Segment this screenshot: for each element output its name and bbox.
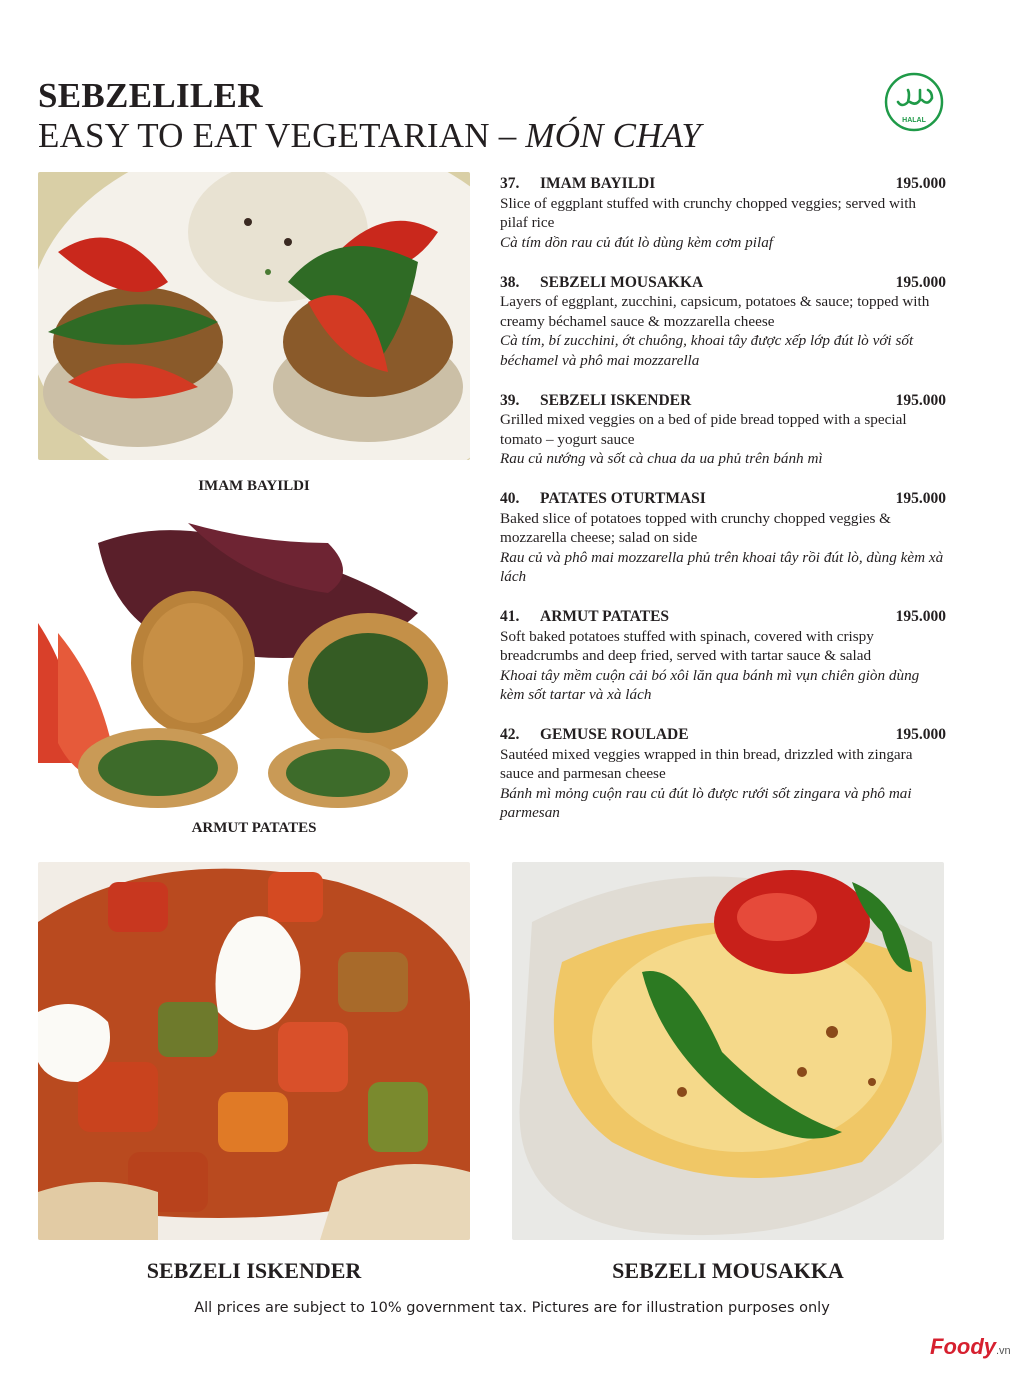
halal-logo bbox=[884, 72, 944, 132]
menu-item-description-en: Sautéed mixed veggies wrapped in thin bread, drizzled with zingara sauce and parmesan cheese bbox=[500, 745, 913, 782]
menu-item-description-en: Layers of eggplant, zucchini, capsicum, potatoes & sauce; topped with creamy béchamel sauce & mozzarella cheese bbox=[500, 293, 930, 330]
sebzeli-mousakka-photo bbox=[512, 862, 944, 1240]
menu-item-header bbox=[500, 273, 946, 293]
menu-item-name: SEBZELI MOUSAKKA bbox=[540, 273, 704, 291]
menu-item-price: 195.000 bbox=[895, 490, 946, 507]
menu-item bbox=[500, 273, 946, 371]
imam-bayildi-caption: IMAM BAYILDI bbox=[198, 478, 310, 494]
menu-item-header bbox=[500, 391, 946, 411]
menu-item-description-en: Baked slice of potatoes topped with crunchy chopped veggies & mozzarella cheese; salad on side bbox=[500, 509, 891, 546]
menu-item-title bbox=[500, 391, 691, 411]
menu-list bbox=[500, 174, 946, 843]
halal-label: HALAL bbox=[902, 117, 926, 124]
menu-item-header bbox=[500, 489, 946, 509]
menu-item-number: 40. bbox=[500, 490, 520, 507]
page-title: SEBZELILER bbox=[38, 76, 263, 115]
foody-brand: Foody bbox=[930, 1334, 996, 1359]
menu-item bbox=[500, 607, 946, 705]
menu-item-number: 38. bbox=[500, 273, 520, 291]
menu-item-title bbox=[500, 273, 703, 293]
menu-item-number: 42. bbox=[500, 726, 520, 743]
armut-patates-photo bbox=[38, 523, 470, 811]
menu-item-description-vi: Rau củ nướng và sốt cà chua da ua phủ trên bánh mì bbox=[500, 450, 823, 467]
menu-item bbox=[500, 725, 946, 823]
menu-item-description-vi: Bánh mì mỏng cuộn rau củ đút lò được rưới sốt zingara và phô mai parmesan bbox=[500, 784, 912, 821]
menu-item-name: PATATES OTURTMASI bbox=[540, 490, 706, 507]
menu-item-title bbox=[500, 725, 689, 745]
menu-item-price: 195.000 bbox=[895, 175, 946, 192]
menu-item-header bbox=[500, 725, 946, 745]
menu-item-description-vi: Cà tím, bí zucchini, ớt chuông, khoai tây được xếp lớp đút lò với sốt béchamel và phô mai mozzarella bbox=[500, 332, 914, 369]
menu-item bbox=[500, 174, 946, 252]
menu-item-description-en: Grilled mixed veggies on a bed of pide bread topped with a special tomato – yogurt sauce bbox=[500, 411, 907, 448]
sebzeli-iskender-caption: SEBZELI ISKENDER bbox=[146, 1258, 362, 1283]
menu-item-price: 195.000 bbox=[895, 726, 946, 743]
imam-bayildi-photo bbox=[38, 172, 470, 460]
menu-item-number: 39. bbox=[500, 391, 520, 409]
menu-item-title bbox=[500, 174, 655, 194]
menu-item-description-vi: Cà tím dồn rau củ đút lò dùng kèm cơm pilaf bbox=[500, 233, 774, 251]
menu-item bbox=[500, 391, 946, 469]
menu-item-description-en: Soft baked potatoes stuffed with spinach, covered with crispy breadcrumbs and deep fried, served with tartar sauce & salad bbox=[500, 627, 874, 664]
menu-item-number: 41. bbox=[500, 608, 520, 625]
armut-patates-caption: ARMUT PATATES bbox=[191, 820, 317, 836]
menu-item-name: IMAM BAYILDI bbox=[540, 175, 656, 192]
menu-item-header bbox=[500, 174, 946, 194]
menu-item bbox=[500, 489, 946, 587]
menu-item-description-vi: Khoai tây mềm cuộn cải bó xôi lăn qua bánh mì vụn chiên giòn dùng kèm sốt tartar và xà lách bbox=[500, 666, 920, 703]
subtitle-vietnamese: MÓN CHAY bbox=[525, 116, 702, 155]
menu-item-name: GEMUSE ROULADE bbox=[540, 726, 689, 743]
menu-item-price: 195.000 bbox=[895, 391, 946, 409]
menu-item-name: SEBZELI ISKENDER bbox=[540, 391, 692, 409]
menu-item-price: 195.000 bbox=[895, 273, 946, 291]
menu-item-title bbox=[500, 607, 669, 627]
menu-item-price: 195.000 bbox=[895, 608, 946, 625]
sebzeli-iskender-photo bbox=[38, 862, 470, 1240]
menu-item-number: 37. bbox=[500, 175, 520, 192]
menu-item-name: ARMUT PATATES bbox=[540, 608, 670, 625]
menu-item-title bbox=[500, 489, 706, 509]
foody-watermark bbox=[930, 1334, 1011, 1360]
subtitle-english: EASY TO EAT VEGETARIAN – bbox=[38, 116, 526, 155]
page-subtitle bbox=[38, 116, 701, 156]
foody-brand-suffix: .vn bbox=[996, 1345, 1011, 1357]
menu-item-description-en: Slice of eggplant stuffed with crunchy chopped veggies; served with pilaf rice bbox=[500, 194, 917, 231]
menu-item-header bbox=[500, 607, 946, 627]
menu-item-description-vi: Rau củ và phô mai mozzarella phủ trên khoai tây rồi đút lò, dùng kèm xà lách bbox=[500, 548, 944, 585]
sebzeli-mousakka-caption: SEBZELI MOUSAKKA bbox=[612, 1258, 844, 1283]
tax-disclaimer: All prices are subject to 10% government tax. Pictures are for illustration purposes only bbox=[194, 1300, 830, 1316]
